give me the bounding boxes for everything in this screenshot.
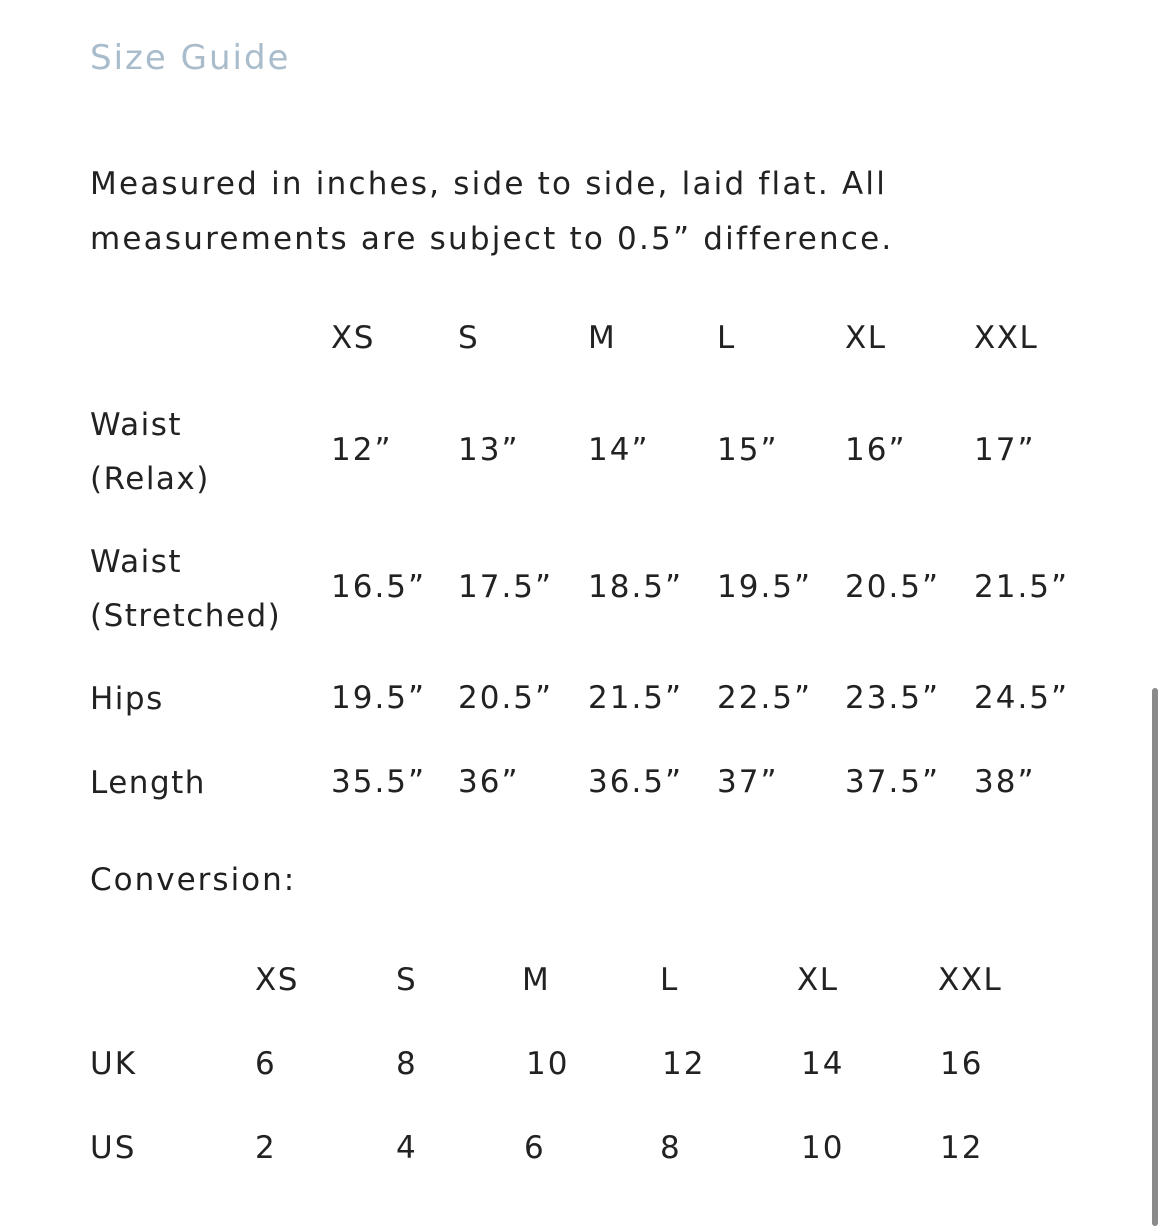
cell-waist-stretched-xl: 20.5” [845, 569, 941, 605]
conversion-header-xs: XS [255, 962, 299, 998]
conversion-uk-l: 12 [662, 1046, 706, 1082]
conversion-us-xl: 10 [801, 1130, 845, 1166]
cell-length-xxl: 38” [974, 764, 1036, 800]
size-header-xs: XS [331, 320, 375, 356]
conversion-us-l: 8 [660, 1130, 682, 1166]
size-header-s: S [458, 320, 480, 356]
cell-hips-l: 22.5” [717, 680, 813, 716]
conversion-us-m: 6 [524, 1130, 546, 1166]
conversion-header-xxl: XXL [938, 962, 1003, 998]
cell-waist-stretched-xxl: 21.5” [974, 569, 1070, 605]
conversion-row-label-uk: UK [90, 1046, 138, 1082]
conversion-us-xs: 2 [255, 1130, 277, 1166]
cell-waist-relax-xs: 12” [331, 432, 393, 468]
size-header-xl: XL [845, 320, 887, 356]
size-header-l: L [717, 320, 736, 356]
vertical-scrollbar[interactable] [1152, 688, 1158, 1226]
conversion-header-l: L [660, 962, 679, 998]
conversion-uk-xs: 6 [255, 1046, 277, 1082]
conversion-uk-s: 8 [396, 1046, 418, 1082]
conversion-uk-xxl: 16 [940, 1046, 984, 1082]
cell-length-xs: 35.5” [331, 764, 427, 800]
cell-waist-stretched-m: 18.5” [588, 569, 684, 605]
row-label-hips: Hips [90, 681, 164, 717]
row-label-waist-stretched: Waist (Stretched) [90, 544, 282, 634]
cell-length-xl: 37.5” [845, 764, 941, 800]
conversion-header-s: S [396, 962, 418, 998]
row-label-waist-relax: Waist (Relax) [90, 407, 210, 497]
conversion-us-s: 4 [396, 1130, 418, 1166]
cell-hips-xxl: 24.5” [974, 680, 1070, 716]
cell-waist-relax-m: 14” [588, 432, 650, 468]
cell-waist-relax-xxl: 17” [974, 432, 1036, 468]
cell-hips-xs: 19.5” [331, 680, 427, 716]
cell-waist-stretched-xs: 16.5” [331, 569, 427, 605]
cell-length-l: 37” [717, 764, 779, 800]
conversion-row-label-us: US [90, 1130, 137, 1166]
cell-waist-relax-s: 13” [458, 432, 520, 468]
cell-waist-relax-xl: 16” [845, 432, 907, 468]
size-header-xxl: XXL [974, 320, 1039, 356]
conversion-uk-m: 10 [526, 1046, 570, 1082]
cell-hips-m: 21.5” [588, 680, 684, 716]
row-label-length: Length [90, 765, 206, 801]
conversion-header-m: M [522, 962, 551, 998]
conversion-uk-xl: 14 [801, 1046, 845, 1082]
cell-waist-relax-l: 15” [717, 432, 779, 468]
conversion-label: Conversion: [90, 862, 297, 898]
cell-length-s: 36” [458, 764, 520, 800]
description-line-1: Measured in inches, side to side, laid flat. All [90, 166, 888, 202]
page-title: Size Guide [90, 38, 291, 78]
conversion-header-xl: XL [797, 962, 839, 998]
cell-waist-stretched-s: 17.5” [458, 569, 554, 605]
description-line-2: measurements are subject to 0.5” difference. [90, 221, 894, 257]
conversion-us-xxl: 12 [940, 1130, 984, 1166]
cell-hips-s: 20.5” [458, 680, 554, 716]
cell-hips-xl: 23.5” [845, 680, 941, 716]
size-header-m: M [588, 320, 617, 356]
cell-length-m: 36.5” [588, 764, 684, 800]
cell-waist-stretched-l: 19.5” [717, 569, 813, 605]
